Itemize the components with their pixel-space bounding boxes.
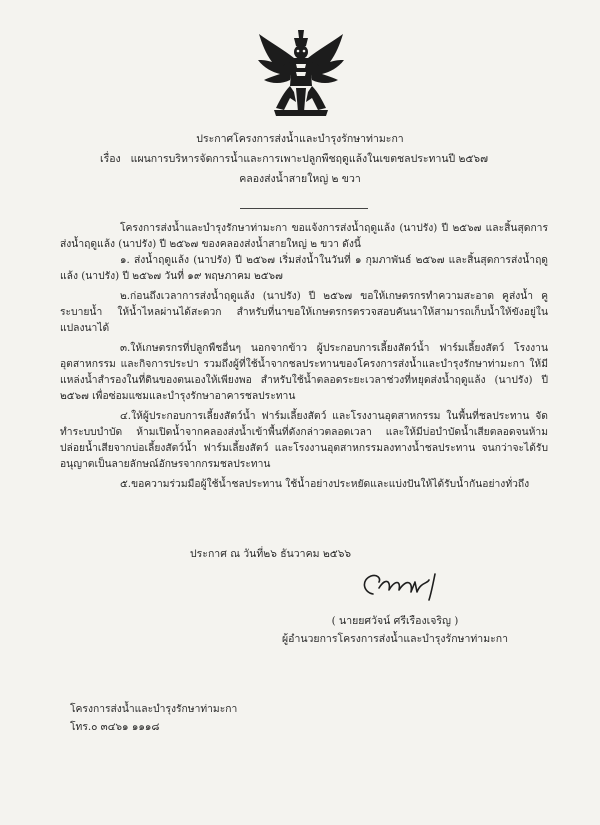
subject-label: เรื่อง (100, 153, 121, 165)
canal-name: คลองส่งน้ำสายใหญ่ ๒ ขวา (239, 173, 361, 185)
announcement-subject (70, 150, 580, 167)
subject-text: แผนการบริหารจัดการน้ำและการเพาะปลูกพืชฤดูแล้งในเขตชลประทานปี ๒๕๖๗ (130, 153, 488, 165)
header-divider (240, 208, 368, 209)
footer-phone: โทร.๐ ๓๔๖๑ ๑๑๑๘ (70, 721, 160, 733)
signer-position: ผู้อำนวยการโครงการส่งน้ำและบำรุงรักษาท่ามะกา (281, 633, 509, 645)
garuda-emblem-icon (256, 28, 346, 120)
announcement-body (60, 220, 548, 492)
item-5: ๕.ขอความร่วมมือผู้ใช้น้ำชลประทาน ใช้น้ำอย่างประหยัดและแบ่งปันให้ได้รับน้ำกันอย่างทั่วถึง (120, 478, 530, 490)
item-4: ๔.ให้ผู้ประกอบการเลี้ยงสัตว์น้ำ ฟาร์มเลี้ยงสัตว์ และโรงงานอุตสาหกรรม ในพื้นที่ชลประทาน จัดทำระบบบำบัด ห้ามเปิดน้ำจากคลองส่งน้ำเข้าพื้นที่ดังกล่าวตลอดเวลา และให้มีบ่อบำบัดน้ำเสียตลอดจนห้ามปล่อยน้ำเสียจากบ่อเลี้ยงสัตว์น้ำ ฟาร์มเลี้ยงสัตว์ และโรงงานอุตสาหกรรมลงทางน้ำชลประทาน จนกว่าจะได้รับอนุญาตเป็นลายลักษณ์อักษรจากกรมชลประทาน (60, 410, 548, 470)
signer-name: ( นายยศวัจน์ ศรีเรืองเจริญ ) (331, 615, 459, 627)
intro-paragraph: โครงการส่งน้ำและบำรุงรักษาท่ามะกา ขอแจ้งการส่งน้ำฤดูแล้ง (นาปรัง) ปี ๒๕๖๗ และสิ้นสุดการส่งน้ำฤดูแล้ง (นาปรัง) ปี ๒๕๖๗ ของคลองส่งน้ำสายใหญ่ ๒ ขวา ดังนี้ (60, 222, 548, 250)
item-2: ๒.ก่อนถึงเวลาการส่งน้ำฤดูแล้ง (นาปรัง) ปี ๒๕๖๗ ขอให้เกษตรกรทำความสะอาด คูส่งน้ำ คูระบายน้ำ ให้น้ำไหลผ่านได้สะดวก สำหรับที่นาขอให้เกษตรกรตรวจสอบคันนาให้สามารถเก็บน้ำให้ขังอยู่ในแปลงนาได้ (60, 290, 548, 334)
footer-office: โครงการส่งน้ำและบำรุงรักษาท่ามะกา (70, 703, 238, 715)
item-3: ๓.ให้เกษตรกรที่ปลูกพืชอื่นๆ นอกจากข้าว ผู้ประกอบการเลี้ยงสัตว์น้ำ ฟาร์มเลี้ยงสัตว์ โรงงานอุตสาหกรรม และกิจการประปา รวมถึงผู้ที่ใช้น้ำจากชลประทานของโครงการส่งน้ำและบำรุงรักษาท่ามะกา ให้มีแหล่งน้ำสำรองในที่ดินของตนเองให้เพียงพอ สำหรับใช้น้ำตลอดระยะเวลาช่วงที่หยุดส่งน้ำฤดูแล้ง (นาปรัง) ปี ๒๕๖๗ เพื่อซ่อมแซมและบำรุงรักษาอาคารชลประทาน (60, 342, 548, 402)
signature-icon (355, 568, 475, 604)
issue-date: ประกาศ ณ วันที่๒๖ ธันวาคม ๒๕๖๖ (190, 548, 352, 560)
announcement-title: ประกาศโครงการส่งน้ำและบำรุงรักษาท่ามะกา (196, 133, 404, 145)
item-1: ๑. ส่งน้ำฤดูแล้ง (นาปรัง) ปี ๒๕๖๗ เริ่มส่งน้ำในวันที่ ๑ กุมภาพันธ์ ๒๕๖๗ และสิ้นสุดการส่งน้ำฤดูแล้ง (นาปรัง) ปี ๒๕๖๗ วันที่ ๑๙ พฤษภาคม ๒๕๖๗ (60, 254, 548, 282)
